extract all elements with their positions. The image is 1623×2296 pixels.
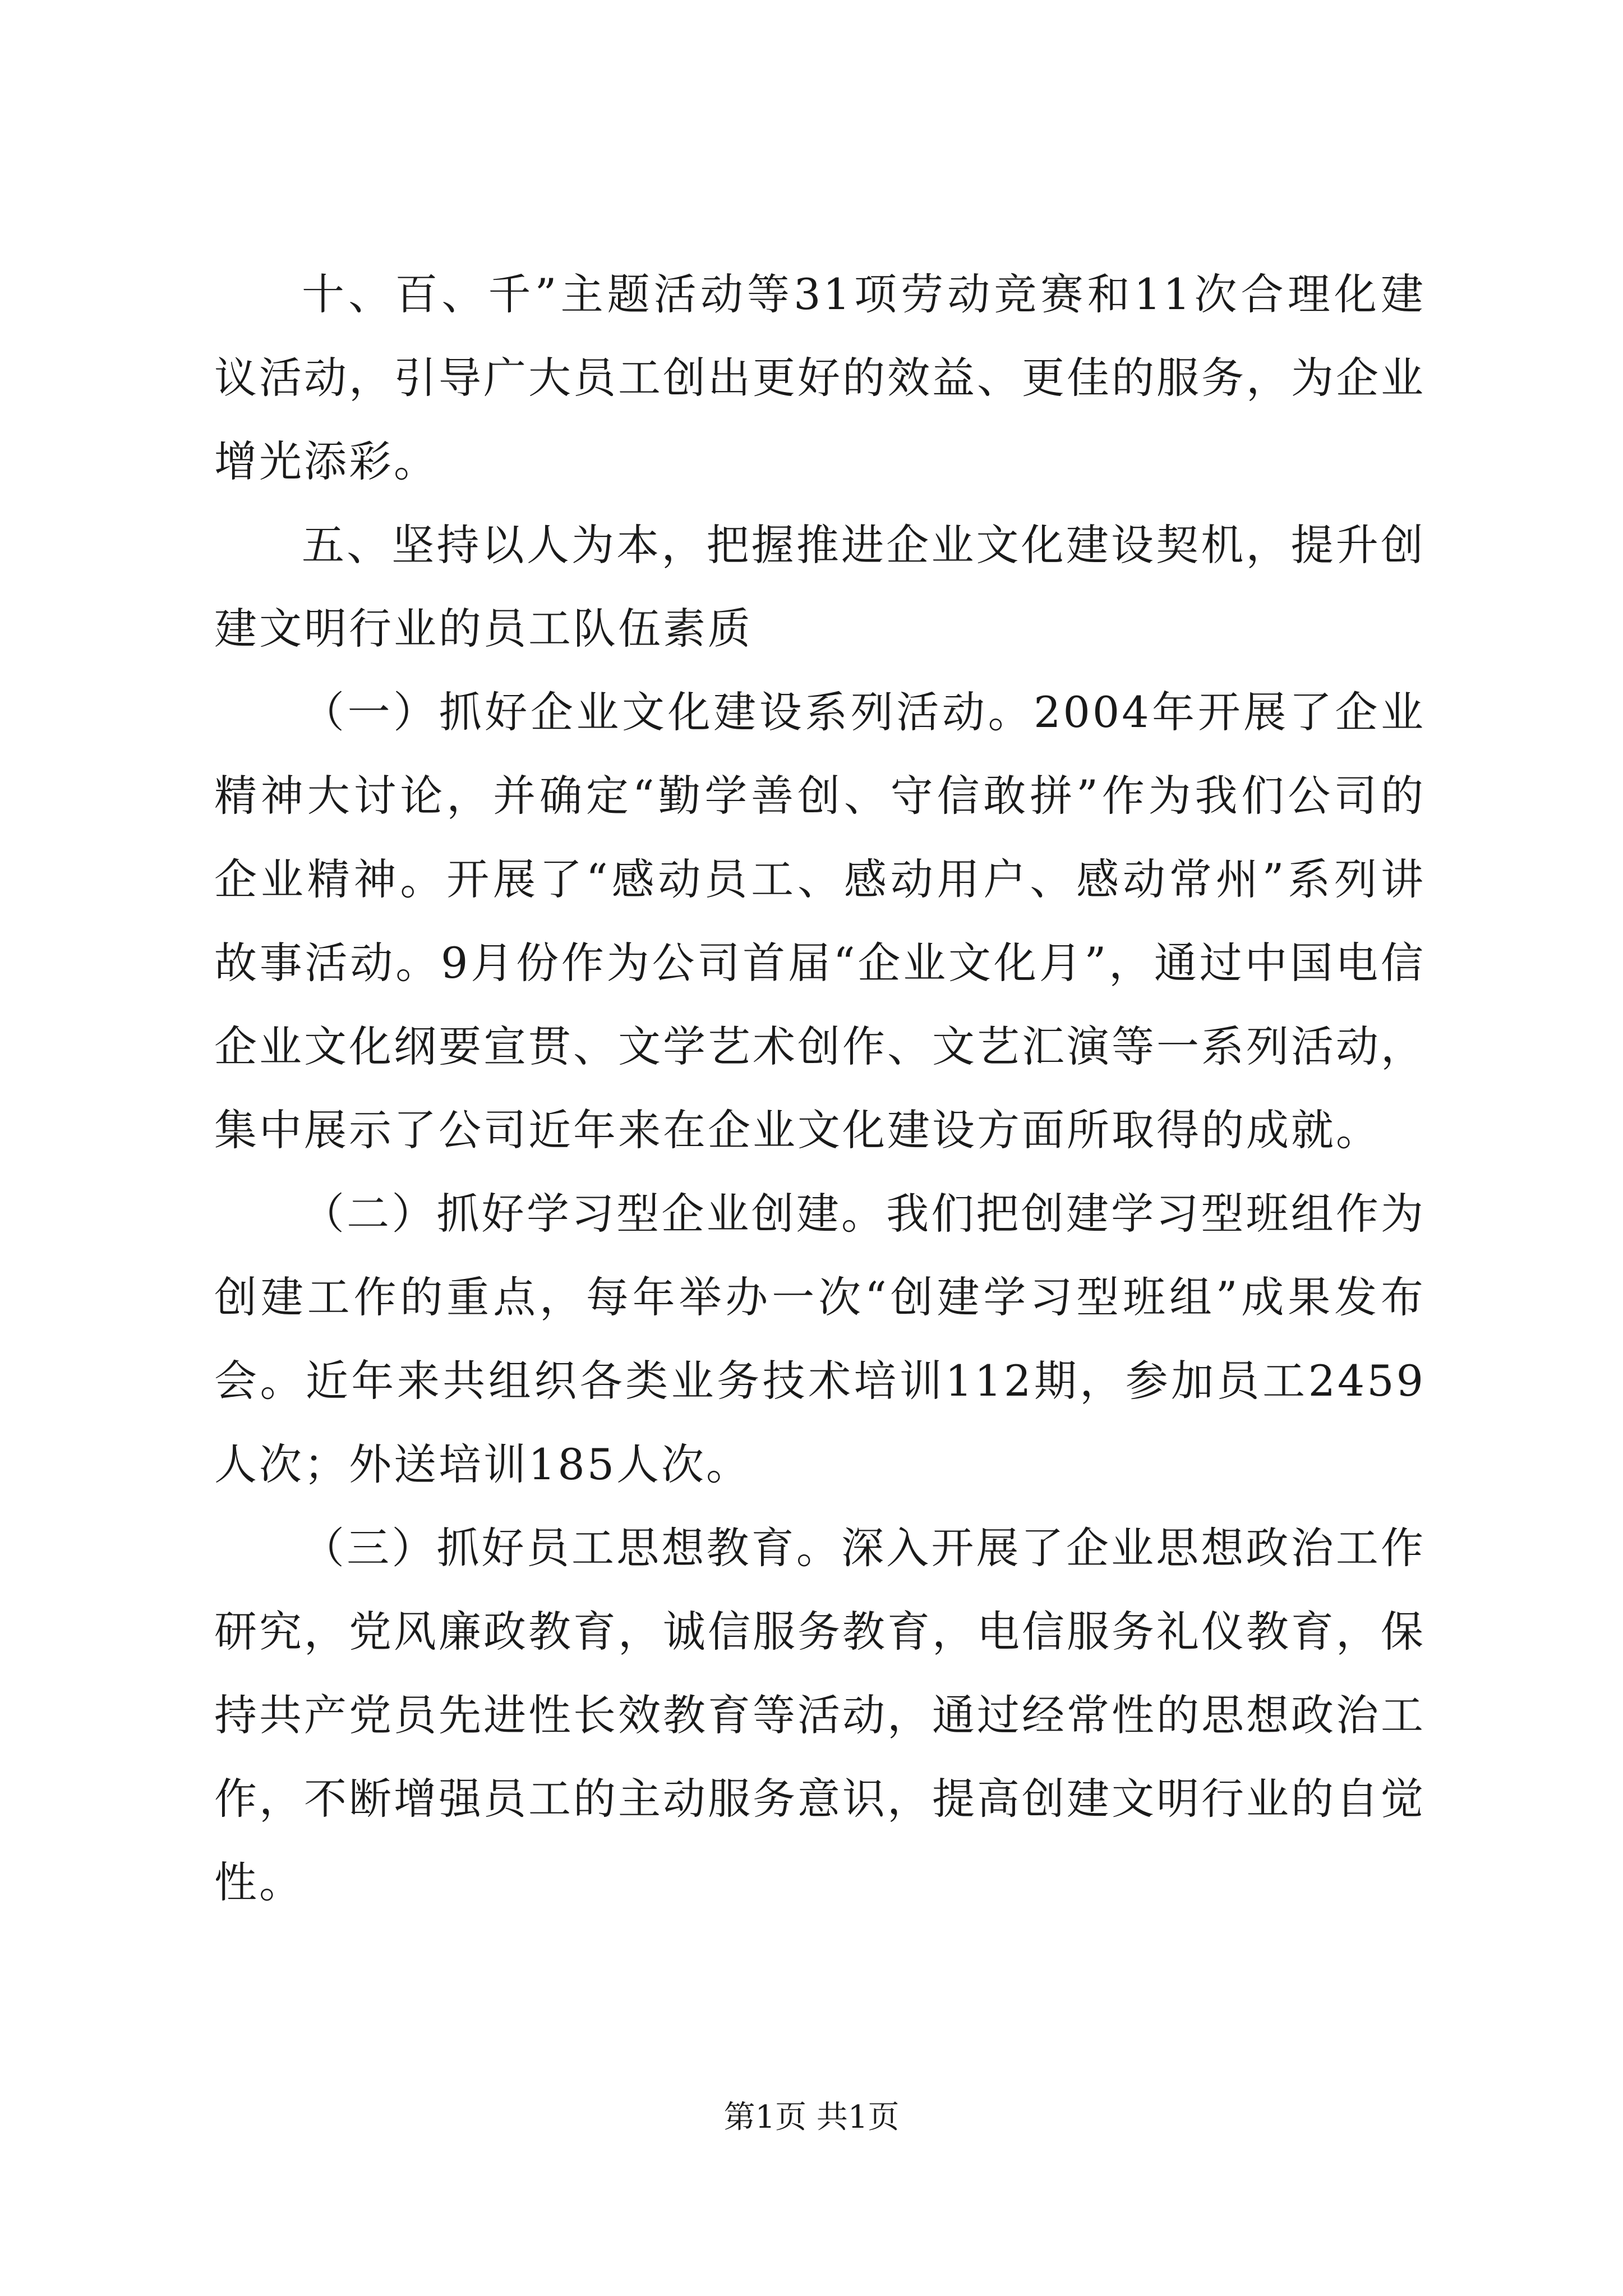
- paragraph-learning-enterprise: （二）抓好学习型企业创建。我们把创建学习型班组作为创建工作的重点，每年举办一次“创建学习型班组”成果发布会。近年来共组织各类业务技术培训112期，参加员工2459人次；外送培训185人次。: [214, 1189, 1426, 1489]
- paragraph-culture-activities: （一）抓好企业文化建设系列活动。2004年开展了企业精神大讨论，并确定“勤学善创、守信敢拼”作为我们公司的企业精神。开展了“感动员工、感动用户、感动常州”系列讲故事活动。9月份作为公司首届“企业文化月”，通过中国电信企业文化纲要宣贯、文学艺术创作、文艺汇演等一系列活动，集中展示了公司近年来在企业文化建设方面所取得的成就。: [214, 687, 1426, 1155]
- section-heading-five: 五、坚持以人为本，把握推进企业文化建设契机，提升创建文明行业的员工队伍素质: [214, 520, 1426, 654]
- paragraph-continuation: 十、百、千”主题活动等31项劳动竞赛和11次合理化建议活动，引导广大员工创出更好的效益、更佳的服务，为企业增光添彩。: [214, 269, 1426, 486]
- document-body: [214, 252, 1426, 1924]
- page-number-footer: 第1页 共1页: [723, 2099, 900, 2136]
- paragraph-ideological-education: （三）抓好员工思想教育。深入开展了企业思想政治工作研究，党风廉政教育，诚信服务教育，电信服务礼仪教育，保持共产党员先进性长效教育等活动，通过经常性的思想政治工作，不断增强员工的主动服务意识，提高创建文明行业的自觉性。: [214, 1523, 1426, 1907]
